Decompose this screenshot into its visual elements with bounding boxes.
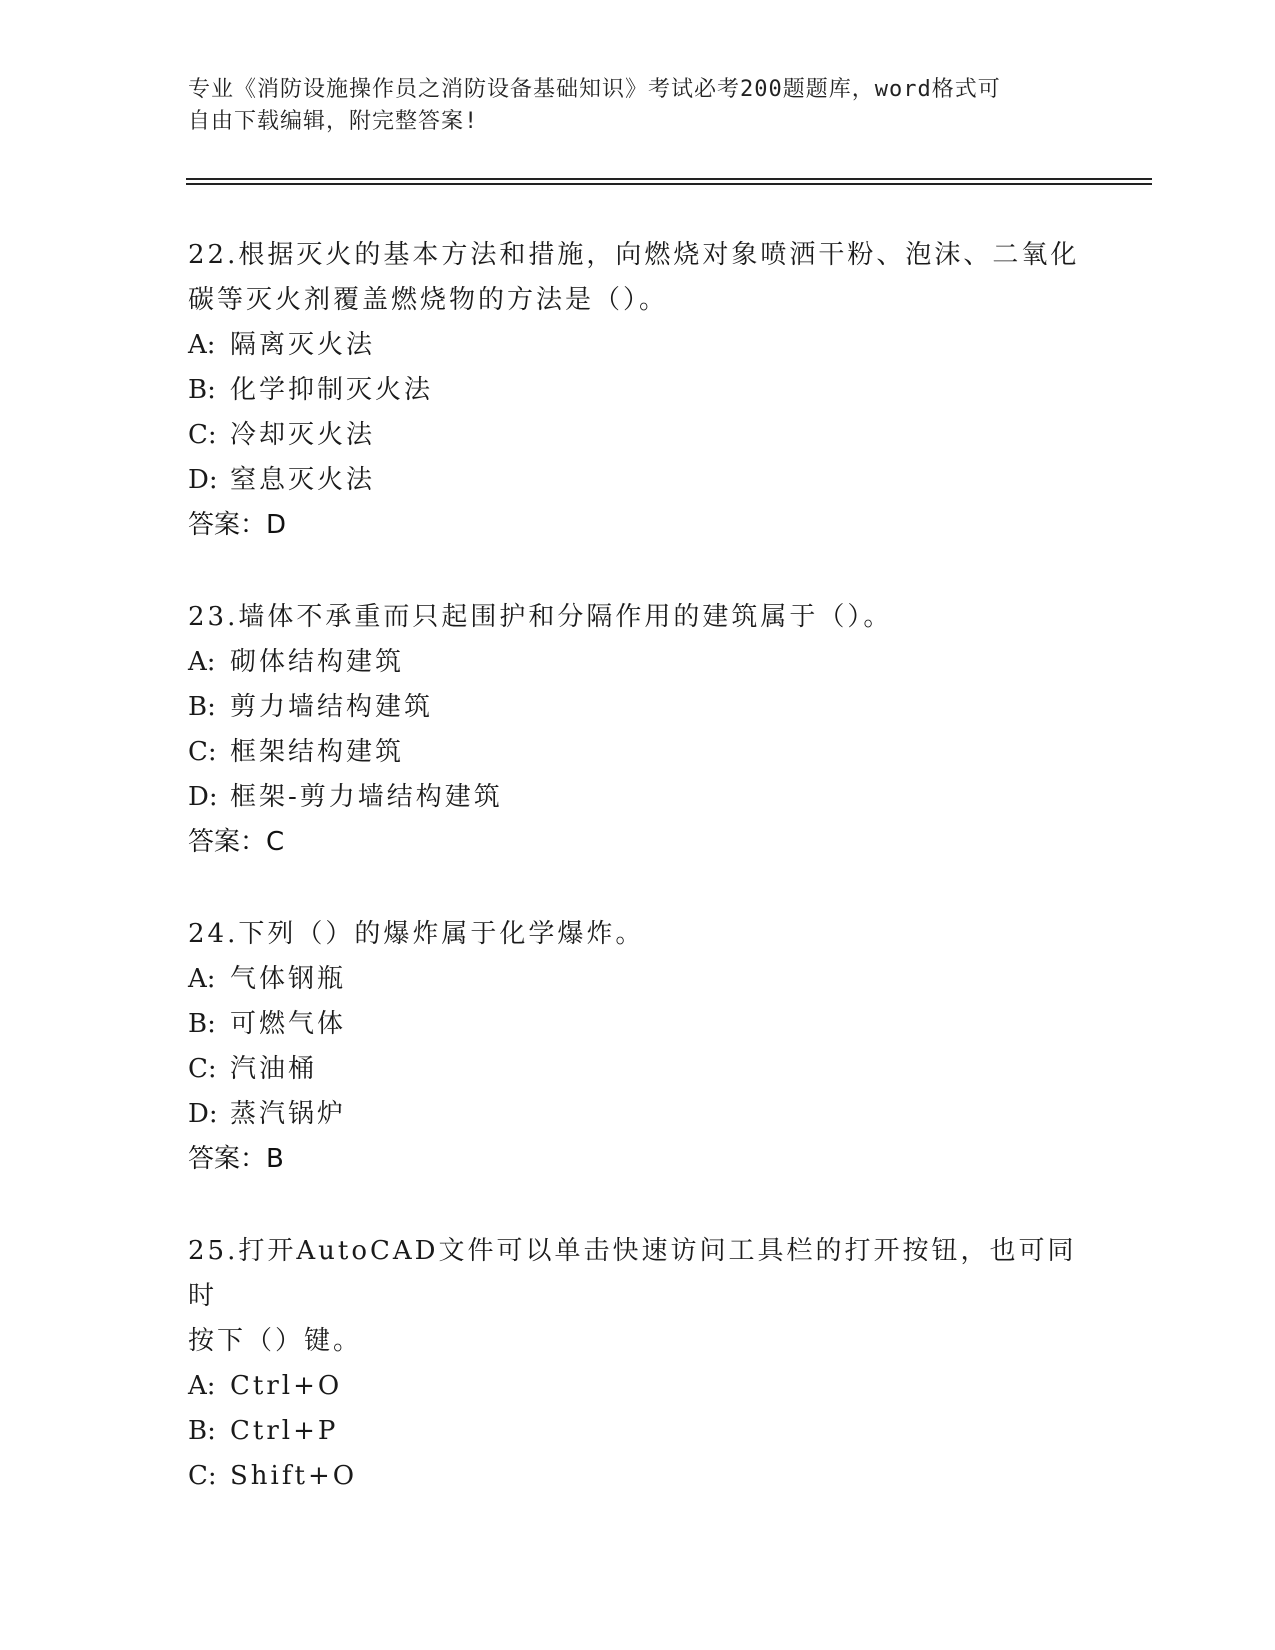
option-key: A: [188, 647, 216, 677]
question-stem-line: 23.墙体不承重而只起围护和分隔作用的建筑属于（）。 [188, 602, 893, 632]
option-a [188, 640, 1088, 685]
answer-label: 答案：B [188, 1144, 284, 1174]
option-text: Shift+O [230, 1461, 358, 1491]
option-key: B: [188, 1009, 216, 1039]
question-stem-line: 22.根据灭火的基本方法和措施，向燃烧对象喷洒干粉、泡沫、二氧化 [188, 240, 1080, 270]
option-key: D: [188, 782, 218, 812]
option-b [188, 368, 1088, 413]
option-a [188, 323, 1088, 368]
question-24 [188, 912, 1088, 1182]
option-text: 化学抑制灭火法 [230, 375, 434, 405]
answer-label: 答案：C [188, 827, 285, 857]
option-key: D: [188, 1099, 218, 1129]
question-22 [188, 233, 1088, 548]
option-text: 蒸汽锅炉 [230, 1099, 347, 1129]
option-text: 汽油桶 [230, 1054, 318, 1084]
option-text: 框架结构建筑 [230, 737, 405, 767]
option-text: 冷却灭火法 [230, 420, 376, 450]
option-text: 砌体结构建筑 [230, 647, 405, 677]
option-text: 气体钢瓶 [230, 964, 347, 994]
option-text: Ctrl+O [230, 1371, 343, 1401]
option-key: B: [188, 1416, 216, 1446]
option-c [188, 413, 1088, 458]
option-b [188, 685, 1088, 730]
question-23 [188, 595, 1088, 865]
option-text: Ctrl+P [230, 1416, 339, 1446]
option-a [188, 957, 1088, 1002]
option-d [188, 775, 1088, 820]
option-d [188, 1092, 1088, 1137]
option-a [188, 1364, 1088, 1409]
question-stem-line: 按下（）键。 [188, 1326, 363, 1356]
option-key: A: [188, 1371, 216, 1401]
option-text: 可燃气体 [230, 1009, 347, 1039]
question-stem-line: 25.打开AutoCAD文件可以单击快速访问工具栏的打开按钮，也可同时 [188, 1236, 1077, 1311]
option-text: 剪力墙结构建筑 [230, 692, 434, 722]
option-key: C: [188, 420, 217, 450]
header-line-1: 专业《消防设施操作员之消防设备基础知识》考试必考200题题库，word格式可 [188, 77, 1001, 102]
option-d [188, 458, 1088, 503]
option-text: 隔离灭火法 [230, 330, 376, 360]
option-b [188, 1409, 1088, 1454]
question-list [188, 233, 1088, 1546]
question-stem-line: 24.下列（）的爆炸属于化学爆炸。 [188, 919, 645, 949]
option-c [188, 1454, 1088, 1499]
question-stem-line: 碳等灭火剂覆盖燃烧物的方法是（）。 [188, 285, 669, 315]
option-key: C: [188, 1461, 217, 1491]
option-text: 窒息灭火法 [230, 465, 376, 495]
header-line-2: 自由下载编辑，附完整答案! [188, 109, 479, 134]
option-key: A: [188, 330, 216, 360]
document-header [188, 74, 1068, 138]
option-text: 框架-剪力墙结构建筑 [230, 782, 503, 812]
option-key: B: [188, 375, 216, 405]
option-key: C: [188, 737, 217, 767]
option-key: D: [188, 465, 218, 495]
question-25 [188, 1229, 1088, 1499]
option-key: C: [188, 1054, 217, 1084]
option-key: B: [188, 692, 216, 722]
option-c [188, 1047, 1088, 1092]
header-divider-bottom [186, 183, 1152, 185]
header-divider-top [186, 178, 1152, 180]
option-b [188, 1002, 1088, 1047]
option-key: A: [188, 964, 216, 994]
option-c [188, 730, 1088, 775]
answer-label: 答案：D [188, 510, 287, 540]
